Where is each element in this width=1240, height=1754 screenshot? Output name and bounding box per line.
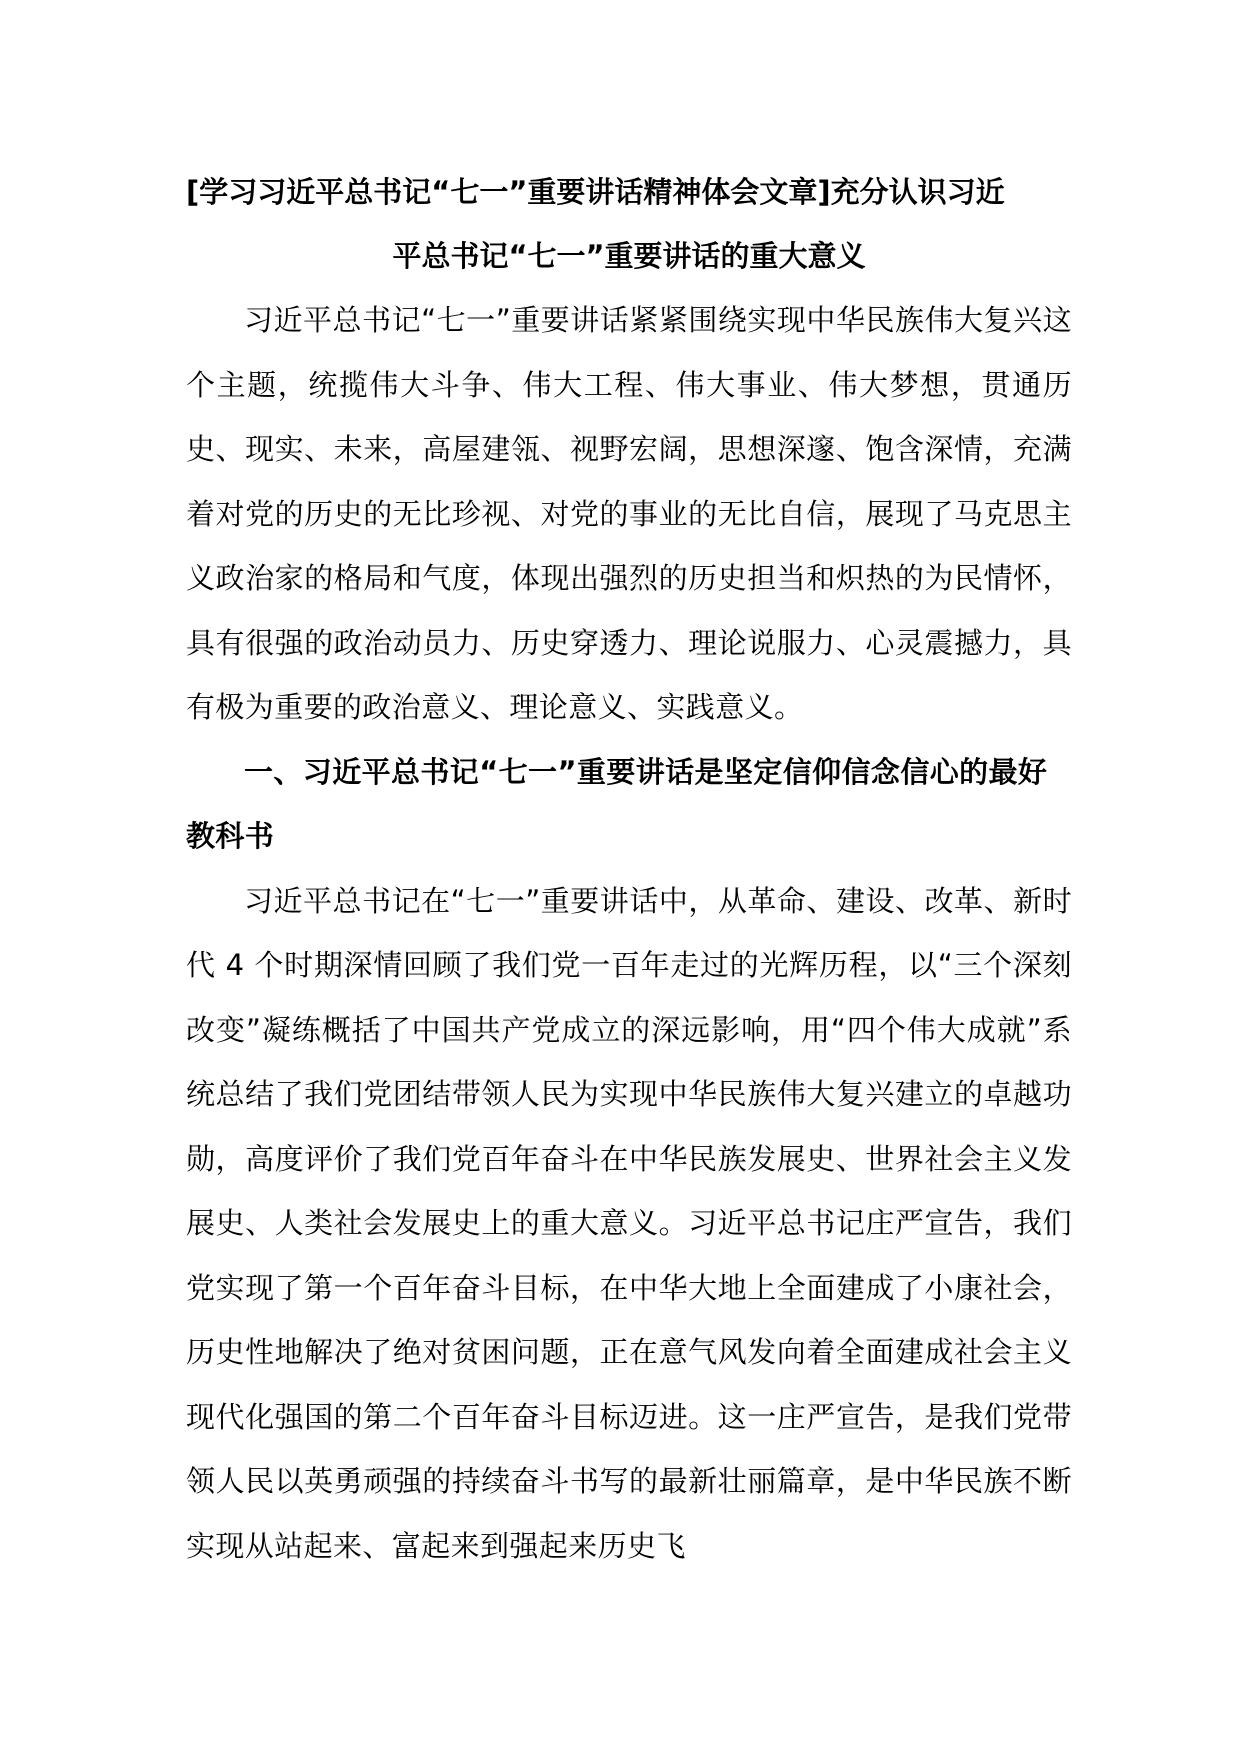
- document-title-line-1: [学习习近平总书记“七一”重要讲话精神体会文章]充分认识习近: [186, 175, 1005, 209]
- section-heading-1: 一、习近平总书记“七一”重要讲话是坚定信仰信念信心的最好教科书: [186, 754, 1048, 853]
- section-1-paragraph: 习近平总书记在“七一”重要讲话中，从革命、建设、改革、新时代 4 个时期深情回顾了我们党一百年走过的光辉历程，以“三个深刻改变”凝练概括了中国共产党成立的深远影响，用“四个伟大成就”系统总结了我们党团结带领人民为实现中华民族伟大复兴建立的卓越功勋，高度评价了我们党百年奋斗在中华民族发展史、世界社会主义发展史、人类社会发展史上的重大意义。习近平总书记庄严宣告，我们党实现了第一个百年奋斗目标，在中华大地上全面建成了小康社会，历史性地解决了绝对贫困问题，正在意气风发向着全面建成社会主义现代化强国的第二个百年奋斗目标迈进。这一庄严宣告，是我们党带领人民以英勇顽强的持续奋斗书写的最新壮丽篇章，是中华民族不断实现从站起来、富起来到强起来历史飞: [186, 883, 1072, 1563]
- document-title-line-2: 平总书记“七一”重要讲话的重大意义: [392, 239, 866, 273]
- intro-paragraph: 习近平总书记“七一”重要讲话紧紧围绕实现中华民族伟大复兴这个主题，统揽伟大斗争、伟大工程、伟大事业、伟大梦想，贯通历史、现实、未来，高屋建瓴、视野宏阔，思想深邃、饱含深情，充满着对党的历史的无比珍视、对党的事业的无比自信，展现了马克思主义政治家的格局和气度，体现出强烈的历史担当和炽热的为民情怀，具有很强的政治动员力、历史穿透力、理论说服力、心灵震撼力，具有极为重要的政治意义、理论意义、实践意义。: [186, 303, 1072, 724]
